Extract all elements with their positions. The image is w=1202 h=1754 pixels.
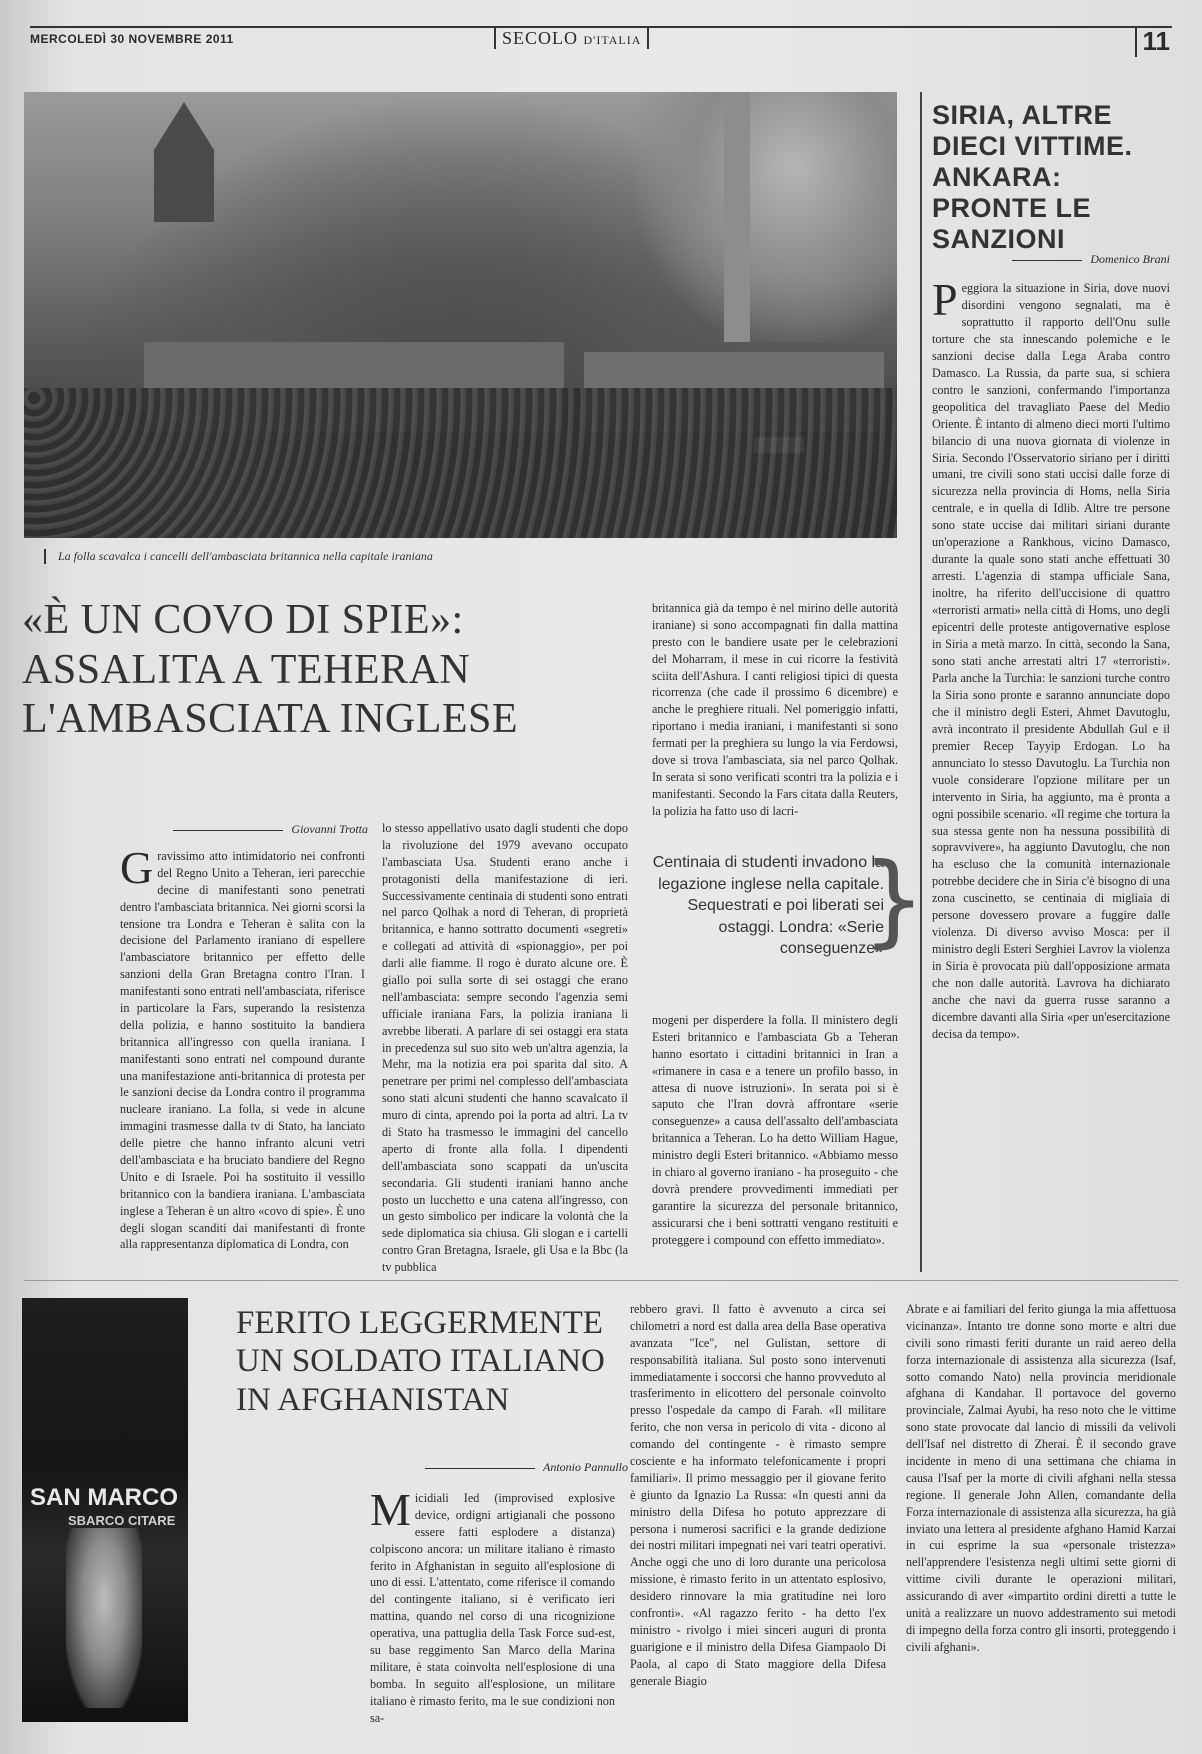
soldier-photo [22,1298,188,1722]
bottom-column-1: Micidiali Ied (improvised explosive device, ordigni artigianali che possono essere fatti esplodere a distanza) colpiscono ancora: un militare italiano è rimasto ferito in Afghanistan in seguito all'esplosione di uno di essi. L'attentato, come riferisce il comando del contingente italiano, si è verificato ieri mattina, quando nel corso di una ricognizione operativa, una pattuglia della Task Force sud-est, su base reggimento San Marco della Marina militare, è stata coinvolta nell'esplosione di una bomba. In seguito all'esplosione, un militare italiano è rimasto ferito, ma le sue condizioni non sa- [370,1484,615,1725]
pull-quote: Centinaia di studenti invadono la legazione inglese nella capitale. Sequestrati e poi liberati sei ostaggi. Londra: «Serie conseguenze» [652,854,884,958]
sidebar-article [920,92,1180,1272]
main-author: Giovanni Trotta [291,822,368,836]
paper-suffix: D'ITALIA [583,33,642,47]
photo-trees [637,92,897,342]
photo-sign: SAN MARCO [30,1484,178,1511]
bottom-headline: FERITO LEGGERMENTE UN SOLDATO ITALIANO IN AFGHANISTAN [236,1305,605,1418]
bottom-column-2: rebbero gravi. Il fatto è avvenuto a circa sei chilometri a nord est dalla area della Base operativa avanzata "Ice", nel Gulistan, settore di responsabilità italiana. Sul posto sono intervenuti immediatamente i soccorsi che hanno provveduto al trasferimento in elicottero del personale coinvolto presso l'ospedale da campo di Farah. «Il militare ferito, che non versa in pericolo di vita - dicono al comando del contingente - è rimasto sempre cosciente e ha informato telefonicamente i propri familiari». Il primo messaggio per il giovane ferito è giunto da Ignazio La Russa: «In questi anni da ministro della Difesa ho potuto apprezzare di persona i numerosi sacrifici e la grande dedizione dei nostri militari impegnati nei vari teatri operativi. Anche oggi che uno di loro durante una pericolosa missione, è rimasto ferito in un attentato esplosivo, desidero rinnovare la mia gratitudine nei loro confronti». «Al ragazzo ferito - ha detto l'ex ministro - rivolgo i miei sinceri auguri di pronta guarigione e il ministro della Difesa Giampaolo Di Paola, al capo di Stato maggiore della Difesa generale Biagio [630,1302,886,1688]
main-column-1: Gravissimo atto intimidatorio nei confronti del Regno Unito a Teheran, ieri parecchie decine di manifestanti sono penetrati dentro l'ambasciata britannica. Nei giorni scorsi la tensione tra Londra e Teheran è salita con la decisione del Parlamento iraniano di espellere l'ambasciatore britannico per effetto delle sanzioni della Gran Bretagna contro l'Iran. I manifestanti sono entrati nell'ambasciata, riferisce in particolare la Fars, superando la resistenza della polizia, e hanno sostituito la bandiera britannica all'ingresso con quella iraniana. I manifestanti sono entrati nel compound durante una manifestazione anti-britannica di protesta per le sanzioni decise da Londra contro il programma nucleare iraniano. La folla, si vede in alcune immagini trasmesse dalla tv di Stato, ha lanciato delle pietre che hanno infranto alcuni vetri dell'ambasciata e ha bruciato bandiere del Regno Unito e di Israele. Poi ha sostituito il vessillo britannico con la bandiera iraniana. L'ambasciata inglese a Teheran è un altro «covo di spie». È uno degli slogan scanditi dai manifestanti di fronte alla rappresentanza diplomatica di Londra, con [120,842,365,1252]
sidebar-byline [932,252,1170,267]
photo-crowd [24,388,897,538]
photo-tower [154,102,214,222]
paper-name: SECOLO [502,28,579,48]
sidebar-headline: SIRIA, ALTRE DIECI VITTIME. ANKARA: PRONTE LE SANZIONI [932,100,1133,255]
photo-soldier [66,1528,142,1708]
main-headline: «È UN COVO DI SPIE»: ASSALITA A TEHERAN L'AMBASCIATA INGLESE [22,597,519,743]
bottom-byline [370,1460,628,1475]
section-divider [24,1280,1178,1281]
photo-caption: La folla scavalca i cancelli dell'ambasciata britannica nella capitale iraniana [44,549,433,564]
embassy-photo [24,92,897,538]
main-column-3-bottom: mogeni per disperdere la folla. Il ministero degli Esteri britannico e l'ambasciata Gb a Teheran hanno esortato i cittadini britannici in Iran a «rimanere in casa e a tenere un profilo basso, in attesa di nuove istruzioni». In serata poi si è saputo che l'Iran dovrà affrontare «serie conseguenze» a causa dell'assalto dell'ambasciata britannica a Teheran. Lo ha detto William Hague, ministro degli Esteri britannico. «Abbiamo messo in chiaro al governo iraniano - ha proseguito - che dovrà prendere provvedimenti immediati per garantire la sicurezza del personale britannico, assicurarsi che i beni sottratti vengano restituiti e proteggere i compound con effetto immediato». [652,1013,898,1247]
photo-gate-column [724,92,750,342]
photo-sign-sub: SBARCO CITARE [68,1513,176,1528]
pull-quote-brace-icon: } [862,841,926,958]
sidebar-author: Domenico Brani [1090,252,1170,266]
main-column-3-top: britannica già da tempo è nel mirino delle autorità iraniane) si sono accompagnati fin dalla mattina presto con le bandiere usate per le celebrazioni del Moharram, il mese in cui ricorre la festività sciita dell'Ashura. I canti religiosi tipici di questa ricorrenza (che cade il prossimo 6 dicembre) e anche le preghiere rituali. Nel pomeriggio infatti, riportano i media iraniani, i manifestanti si sono fermati per la preghiera su lungo la via Ferdowsi, dove si trova l'ambasciata, sia nel parco Qolhak. In serata si sono verificati scontri tra la polizia e i manifestanti. Secondo la Fars citata dalla Reuters, la polizia ha fatto uso di lacri- [652,601,898,818]
main-byline [120,822,368,837]
sidebar-body: Peggiora la situazione in Siria, dove nuovi disordini vengono segnalati, ma è soprattutto il rapporto dell'Onu sulle torture che sta innescando polemiche e le sanzioni decise dalla Lega Araba contro Damasco. La Russia, da parte sua, si schiera contro le sanzioni, confermando l'importanza geopolitica del travagliato Paese del Medio Oriente. È intanto di almeno dieci morti l'ultimo bilancio di una nuova giornata di violenze in Siria. Secondo l'Osservatorio siriano per i diritti umani, tre civili sono stati uccisi dalle forze di sicurezza nella provincia di Homs, nella Siria centrale, e in quella di Idlib. Altre tre persone sono state uccise dai militari siriani durante un'operazione a Rankhous, vicino Damasco, durante la quale sono stati anche effettuati 30 arresti. L'agenzia di stampa ufficiale Sana, inoltre, ha riferito dell'uccisione di quattro «terroristi armati» nella città di Homs, uno degli epicentri delle proteste antigovernative esplose in Siria a metà marzo. In città, secondo la Sana, sono stati anche arrestati altri 17 «terroristi». Parla anche la Turchia: le sanzioni turche contro la Siria sono pronte e saranno annunciate dopo che il ministro degli Esteri, Ahmet Davutoglu, avrà incontrato il presidente Abdullah Gul e il premier Recep Tayyip Erdogan. Lo ha annunciato lo stesso Davutoglu. La Turchia non vuole considerare l'opzione militare per un intervento in Siria, ha aggiunto, ma è pronta a ogni possibile scenario. «Il regime che tortura la sua stessa gente non ha nessuna possibilità di sopravvivere», ha aggiunto Davutoglu, che non ha escluso che la comunità internazionale potrebbe decidere che in Siria c'è bisogno di una zona cuscinetto, se centinaia di migliaia di persone dovessero provare a fuggire dalle violenza. Di diverso avviso Mosca: per il ministro degli Esteri Serghiei Lavrov la violenza in Siria è provocata più dall'opposizione armata che non dalle autorità. Lavrova ha dichiarato anche che navi da guerra russe saranno a dicembre davanti alla Siria «per un'esercitazione decisa da tempo». [932,274,1170,1041]
main-column-2: lo stesso appellativo usato dagli studenti che dopo la rivoluzione del 1979 avevano occupato l'ambasciata Usa. Studenti erano anche i protagonisti della manifestazione di ieri. Successivamente centinaia di studenti sono entrati nel parco Qolhak a nord di Teheran, di proprietà britannica, e hanno sottratto documenti «segreti» e collegati ad attività di «spionaggio», per poi darli alle fiamme. Il rogo è durato alcune ore. È giallo poi sulla sorte di sei ostaggi che erano nell'ambasciata: sempre secondo l'agenzia semi ufficiale iraniana Fars, la polizia iraniana li avrebbe liberati. A parlare di sei ostaggi era stata in precedenza sul suo sito web un'altra agenzia, la Mehr, ma la notizia era poi sparita dal sito. A penetrare per primi nel complesso dell'ambasciata sono stati alcuni studenti che hanno scavalcato il muro di cinta, aprendo poi la porta ad altri. La tv di Stato ha trasmesso le immagini del cancello aperto di fronte alla folla. I dipendenti dell'ambasciata sono scappati da un'uscita secondaria. Gli studenti iraniani hanno anche posto un lucchetto e una catena all'ingresso, con un gesto simbolico per indicare la volontà che la sede diplomatica sia chiusa. Gli slogan e i cartelli contro Gran Bretagna, Israele, gli Usa e la Bbc (la tv pubblica [382,821,628,1275]
bottom-author: Antonio Pannullo [543,1460,628,1474]
header-date: MERCOLEDÌ 30 NOVEMBRE 2011 [30,32,234,46]
bottom-column-3: Abrate e ai familiari del ferito giunga la mia affettuosa vicinanza». Intanto tre donne sono morte e altri due civili sono rimasti feriti durante un raid aereo della forza internazionale di assistenza alla sicurezza (Isaf, sotto comando Nato) nella provincia meridionale afghana di Kandahar. Il portavoce del governo provinciale, Zalmai Ayubi, ha reso noto che le vittime sono state provocate dal lancio di missili da velivoli dell'Isaf nel distretto di Zherai. È il secondo grave incidente in meno di una settimana che chiama in causa l'Isaf per la morte di civili afghani nella stessa regione. Il generale John Allen, comandante della Forza internazionale di assistenza alla sicurezza, ha già inviato una lettera al presidente afghano Hamid Karzai in cui esprime la sua «personale tristezza» nell'apprendere l'esistenza negli ultimi sette giorni di vittime civili durante le operazioni militari, assicurando di aver «impartito ordini diretti a tutte le unità a realizzare un nuovo addestramento sui metodi di impegno della forza contro gli insorti, proteggendo i civili afghani». [906,1302,1176,1654]
masthead [494,28,649,49]
page-number: 11 [1135,26,1171,57]
